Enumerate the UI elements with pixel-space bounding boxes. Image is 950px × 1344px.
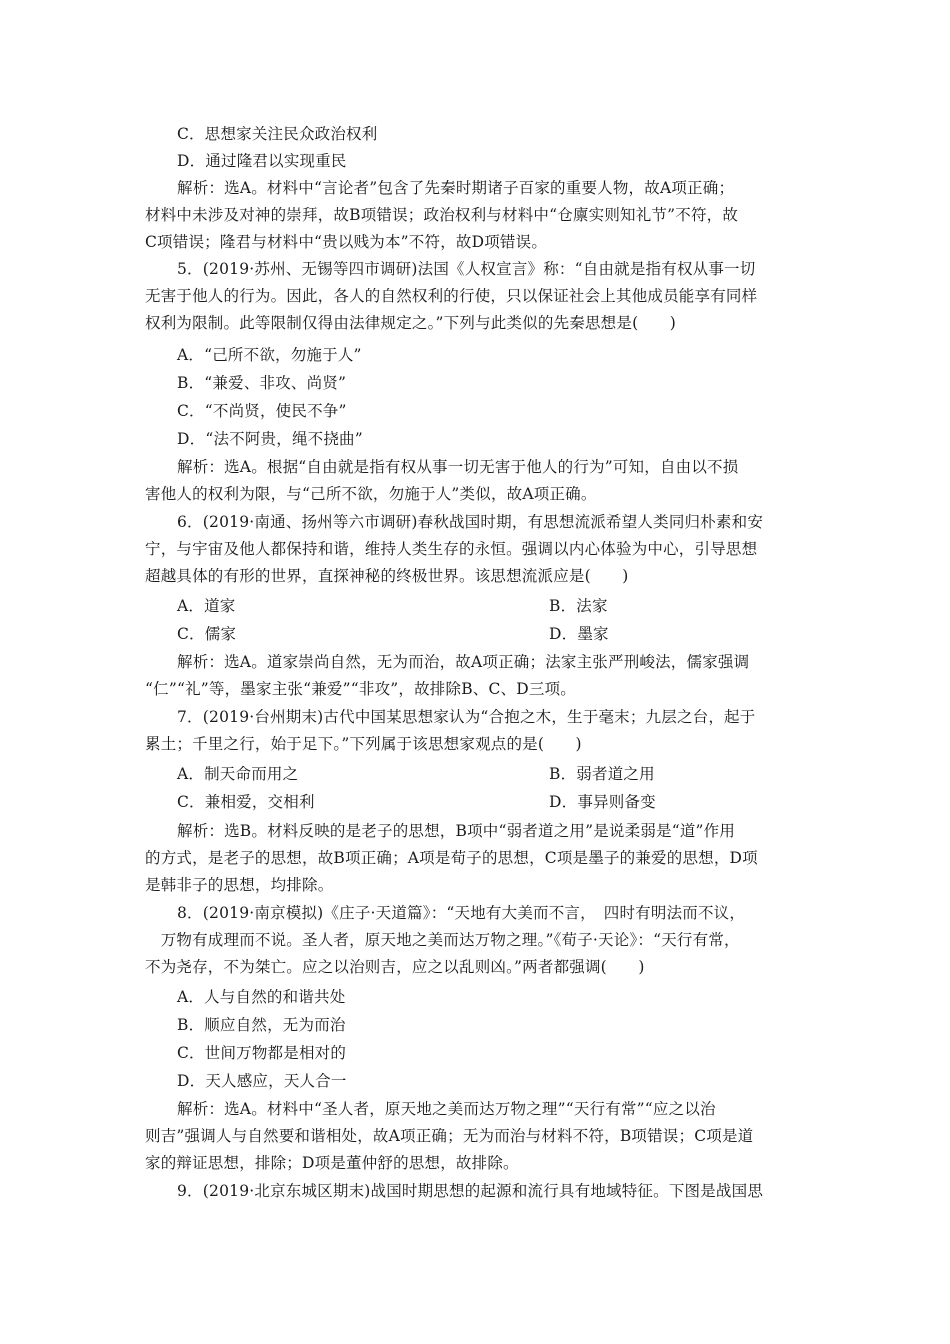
- text-line: C项错误；隆君与材料中“贵以贱为本”不符，故D项错误。: [145, 233, 548, 251]
- text-line: 解析：选A。材料中“言论者”包含了先秦时期诸子百家的重要人物，故A项正确；: [177, 179, 735, 197]
- text-line: 万物有成理而不说。圣人者，原天地之美而达万物之理。”《荀子·天论》：“天行有常，: [145, 931, 740, 949]
- option-left: C．儒家: [177, 625, 237, 643]
- text-line: C．“不尚贤，使民不争”: [177, 402, 347, 420]
- text-line: B．顺应自然，无为而治: [177, 1016, 346, 1034]
- option-left: A．制天命而用之: [177, 765, 299, 783]
- text-line: “仁”“礼”等，墨家主张“兼爱”“非攻”，故排除B、C、D三项。: [145, 680, 576, 698]
- text-line: 是韩非子的思想，均排除。: [145, 876, 334, 894]
- text-line: 累土；千里之行，始于足下。”下列属于该思想家观点的是( ): [145, 735, 582, 753]
- text-line: 害他人的权利为限，与“己所不欲，勿施于人”类似，故A项正确。: [145, 485, 597, 503]
- text-line: 5．(2019·苏州、无锡等四市调研)法国《人权宣言》称：“自由就是指有权从事一切: [177, 260, 756, 278]
- text-line: 权利为限制。此等限制仅得由法律规定之。”下列与此类似的先秦思想是( ): [145, 314, 676, 332]
- text-line: 8．(2019·南京模拟)《庄子·天道篇》：“天地有大美而不言， 四时有明法而不议，: [177, 904, 746, 922]
- text-line: D．天人感应，天人合一: [177, 1072, 347, 1090]
- option-right: B．法家: [549, 597, 608, 615]
- text-line: 无害于他人的行为。因此，各人的自然权利的行使，只以保证社会上其他成员能享有同样: [145, 287, 758, 305]
- text-line: 解析：选B。材料反映的是老子的思想，B项中“弱者道之用”是说柔弱是“道”作用: [177, 822, 736, 840]
- text-line: D．通过隆君以实现重民: [177, 152, 347, 170]
- option-right: D．事异则备变: [549, 793, 656, 811]
- option-right: B．弱者道之用: [549, 765, 655, 783]
- option-left: C．兼相爱，交相利: [177, 793, 315, 811]
- text-line: C．思想家关注民众政治权利: [177, 125, 378, 143]
- text-line: B．“兼爱、非攻、尚贤”: [177, 374, 347, 392]
- text-line: 解析：选A。材料中“圣人者，原天地之美而达万物之理”“天行有常”“应之以治: [177, 1100, 716, 1118]
- text-line: 不为尧存，不为桀亡。应之以治则吉，应之以乱则凶。”两者都强调( ): [145, 958, 645, 976]
- text-line: 则吉”强调人与自然要和谐相处，故A项正确；无为而治与材料不符，B项错误；C项是道: [145, 1127, 754, 1145]
- text-line: 家的辩证思想，排除；D项是董仲舒的思想，故排除。: [145, 1154, 519, 1172]
- text-line: 7．(2019·台州期末)古代中国某思想家认为“合抱之木，生于毫末；九层之台，起于: [177, 708, 756, 726]
- text-line: C．世间万物都是相对的: [177, 1044, 347, 1062]
- text-line: A．“己所不欲，勿施于人”: [177, 346, 362, 364]
- text-line: A．人与自然的和谐共处: [177, 988, 346, 1006]
- text-line: 6．(2019·南通、扬州等六市调研)春秋战国时期，有思想流派希望人类同归朴素和安: [177, 513, 764, 531]
- text-line: 超越具体的有形的世界，直探神秘的终极世界。该思想流派应是( ): [145, 567, 629, 585]
- text-line: 9．(2019·北京东城区期末)战国时期思想的起源和流行具有地域特征。下图是战国思: [177, 1182, 764, 1200]
- text-line: 材料中未涉及对神的崇拜，故B项错误；政治权利与材料中“仓廪实则知礼节”不符，故: [145, 206, 739, 224]
- text-line: 的方式，是老子的思想，故B项正确；A项是荀子的思想，C项是墨子的兼爱的思想，D项: [145, 849, 758, 867]
- text-line: D．“法不阿贵，绳不挠曲”: [177, 430, 363, 448]
- text-line: 解析：选A。道家崇尚自然，无为而治，故A项正确；法家主张严刑峻法，儒家强调: [177, 653, 750, 671]
- text-line: 解析：选A。根据“自由就是指有权从事一切无害于他人的行为”可知，自由以不损: [177, 458, 739, 476]
- text-line: 宁，与宇宙及他人都保持和谐，维持人类生存的永恒。强调以内心体验为中心，引导思想: [145, 540, 758, 558]
- option-right: D．墨家: [549, 625, 609, 643]
- option-left: A．道家: [177, 597, 236, 615]
